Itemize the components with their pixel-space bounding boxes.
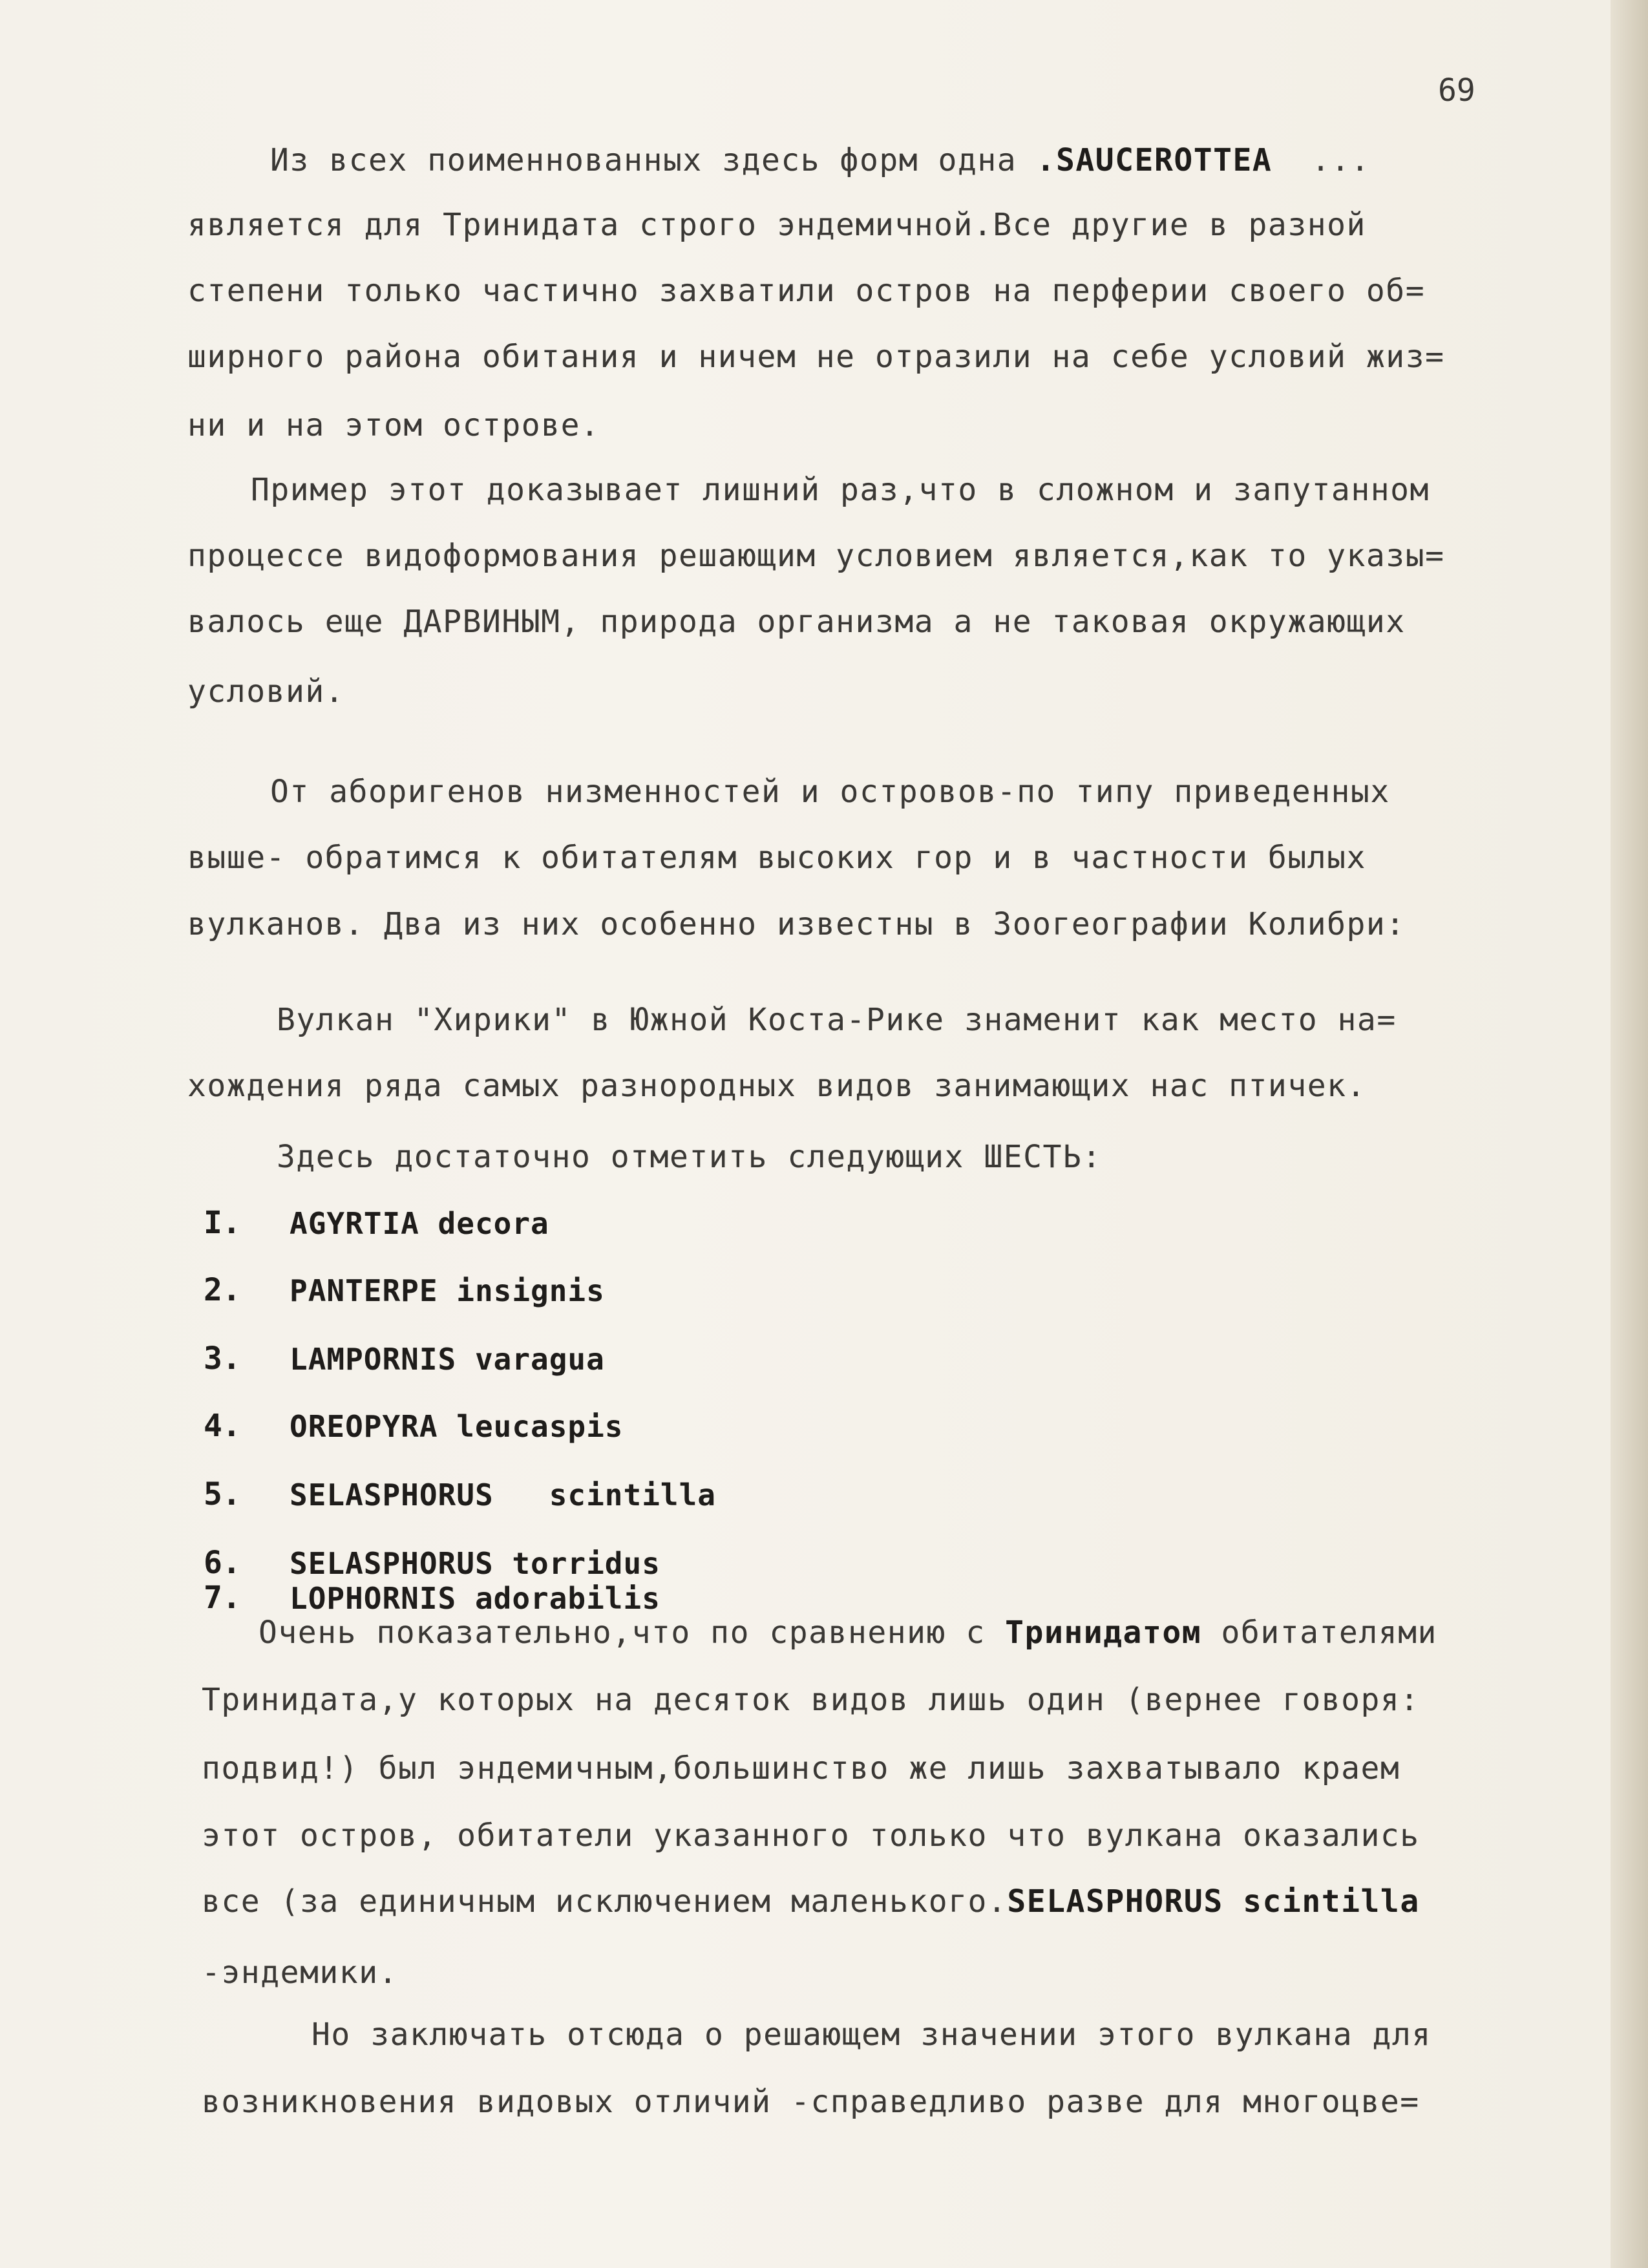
paragraph-1-line-5: ни и на этом острове. <box>187 407 600 443</box>
paragraph-5-line-1: Здесь достаточно отметить следующих ШЕСТЬ: <box>277 1139 1102 1175</box>
species-number: 5. <box>204 1476 241 1512</box>
species-number: 6. <box>204 1545 241 1581</box>
species-name: AGYRTIA decora <box>290 1206 549 1241</box>
species-number: 3. <box>204 1341 241 1377</box>
paragraph-3-line-1: От аборигенов низменностей и островов-по типу приведенных <box>270 774 1390 810</box>
paragraph-1-line-1: Из всех поименнованных здесь форм одна .SAUCEROTTEA ... <box>270 142 1371 178</box>
species-name: PANTERPE insignis <box>290 1273 605 1308</box>
paragraph-6-line-5: все (за единичным исключением маленького.SELASPHORUS scintilla <box>202 1883 1420 1920</box>
page-edge <box>1611 0 1648 2268</box>
paragraph-1-line-2: является для Тринидата строго эндемичной.Все другие в разной <box>187 207 1366 243</box>
paragraph-6-line-3: подвид!) был эндемичным,большинство же лишь захватывало краем <box>202 1750 1400 1786</box>
paragraph-3-line-2: выше- обратимся к обитателям высоких гор и в частности былых <box>187 840 1366 876</box>
paragraph-2-line-3: валось еще ДАРВИНЫМ, природа организма а не таковая окружающих <box>187 604 1406 640</box>
species-name: OREOPYRA leucaspis <box>290 1409 624 1444</box>
page-number: 69 <box>1438 72 1475 109</box>
struck-word: Тринидатом <box>1005 1615 1202 1651</box>
paragraph-1-line-4: ширного района обитания и ничем не отразили на себе условий жиз= <box>187 339 1445 375</box>
paragraph-4-line-1: Вулкан "Хирики" в Южной Коста-Рике знаменит как место на= <box>277 1002 1397 1038</box>
genus-sauce rottea: .SAUCEROTTEA <box>1036 142 1273 178</box>
species-number: 7. <box>204 1580 241 1616</box>
paragraph-2-line-1: Пример этот доказывает лишний раз,что в сложном и запутанном <box>251 472 1430 508</box>
species-selasphorus-scintilla: SELASPHORUS scintilla <box>1007 1883 1420 1920</box>
species-name: LOPHORNIS adorabilis <box>290 1581 660 1616</box>
paragraph-6-line-2: Тринидата,у которых на десяток видов лишь один (вернее говоря: <box>202 1682 1420 1718</box>
paragraph-2-line-2: процессе видоформования решающим условием является,как то указы= <box>187 538 1445 574</box>
species-name: SELASPHORUS torridus <box>290 1546 660 1581</box>
paragraph-7-line-2: возникновения видовых отличий -справедливо разве для многоцве= <box>202 2084 1420 2120</box>
paragraph-4-line-2: хождения ряда самых разнородных видов занимающих нас птичек. <box>187 1068 1366 1104</box>
paragraph-2-line-4: условий. <box>187 673 345 710</box>
paragraph-1-line-3: степени только частично захватили остров на перферии своего об= <box>187 273 1426 309</box>
species-number: 4. <box>204 1408 241 1444</box>
paragraph-7-line-1: Но заключать отсюда о решающем значении этого вулкана для <box>312 2017 1431 2053</box>
species-name: LAMPORNIS varagua <box>290 1342 605 1377</box>
species-number: I. <box>204 1205 241 1241</box>
paragraph-6-line-1: Очень показательно,что по сравнению с Тринидатом обитателями <box>259 1615 1437 1651</box>
species-name: SELASPHORUS scintilla <box>290 1478 716 1512</box>
paragraph-6-line-4: этот остров, обитатели указанного только что вулкана оказались <box>202 1818 1420 1854</box>
species-number: 2. <box>204 1272 241 1308</box>
paragraph-3-line-3: вулканов. Два из них особенно известны в Зоогеографии Колибри: <box>187 906 1406 942</box>
paragraph-6-line-6: -эндемики. <box>202 1955 398 1991</box>
